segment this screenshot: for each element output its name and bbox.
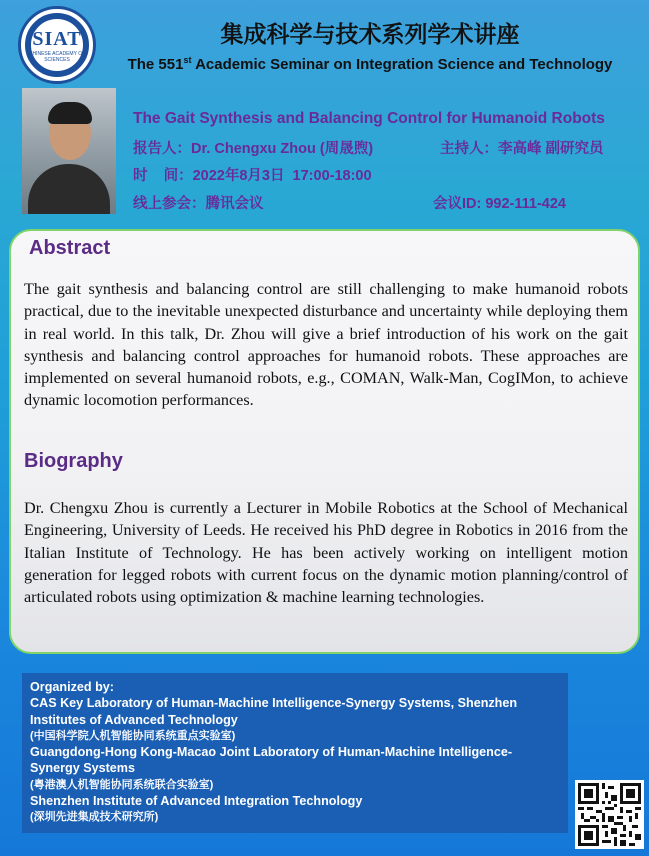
organizer-2: Guangdong-Hong Kong-Macao Joint Laboratory of Human-Machine Intelligence-Synergy Systems xyxy=(30,745,513,776)
siat-logo xyxy=(18,6,96,84)
host: 主持人：李高峰 副研究员 xyxy=(440,141,604,157)
abstract-heading: Abstract xyxy=(29,237,111,259)
biography-text: Dr. Chengxu Zhou is currently a Lecturer in Mobile Robotics at the School of Mechanical Engineering, University of Leeds. He received his PhD degree in Robotics in 2016 from the Italian Institute of Technology. He has been actively working on intelligent motion generation for legged robots with current focus on the dynamic motion planning/control of articulated robots using optimization & machine learning technologies. xyxy=(24,499,628,607)
photo-body xyxy=(28,164,110,214)
organizer-1: CAS Key Laboratory of Human-Machine Intelligence-Synergy Systems, Shenzhen Institutes of Advanced Technology xyxy=(30,696,518,727)
organizer-2-cn: (粤港澳人机智能协同系统联合实验室) xyxy=(30,778,214,791)
speaker: 报告人：Dr. Chengxu Zhou (周晟煦) xyxy=(133,141,374,157)
organizers-box xyxy=(22,673,568,833)
organizer-3-cn: (深圳先进集成技术研究所) xyxy=(30,811,159,824)
biography-heading: Biography xyxy=(24,450,123,472)
logo-mark: SIAT xyxy=(32,27,82,50)
venue: 线上参会：腾讯会议 xyxy=(133,196,264,212)
talk-title: The Gait Synthesis and Balancing Control for Humanoid Robots xyxy=(133,110,605,127)
title-en-sup: st xyxy=(183,55,192,65)
organizer-1-cn: (中国科学院人机智能协同系统重点实验室) xyxy=(30,729,236,742)
photo-hair xyxy=(48,102,92,124)
abstract-text: The gait synthesis and balancing control are still challenging to make humanoid robots practical, due to the inevitable unexpected disturbance and uncertainty while deploying them in real world. In this talk, Dr. Zhou will give a brief introduction of his work on the gait synthesis and balancing control approaches for humanoid robots. These approaches are implemented on several humanoid robots, e.g., COMAN, Walk-Man, CogIMon, to achieve dynamic locomotion performances. xyxy=(24,280,628,410)
seminar-title-en xyxy=(100,55,640,73)
title-en-post: Academic Seminar on Integration Science and Technology xyxy=(191,56,613,73)
organizer-3: Shenzhen Institute of Advanced Integration Technology xyxy=(30,794,363,809)
organizers-label: Organized by: xyxy=(30,680,114,694)
time: 时 间：2022年8月3日 17:00-18:00 xyxy=(133,168,372,184)
qr-code-graphic xyxy=(578,783,641,846)
qr-code xyxy=(575,780,644,849)
meeting-id: 会议ID: 992-111-424 xyxy=(433,196,566,212)
speaker-photo xyxy=(22,88,116,214)
title-en-pre: The 551 xyxy=(127,56,184,73)
logo-subtext: CHINESE ACADEMY OF SCIENCES xyxy=(28,50,86,63)
seminar-title-cn: 集成科学与技术系列学术讲座 xyxy=(220,21,520,47)
content-card xyxy=(9,229,640,654)
